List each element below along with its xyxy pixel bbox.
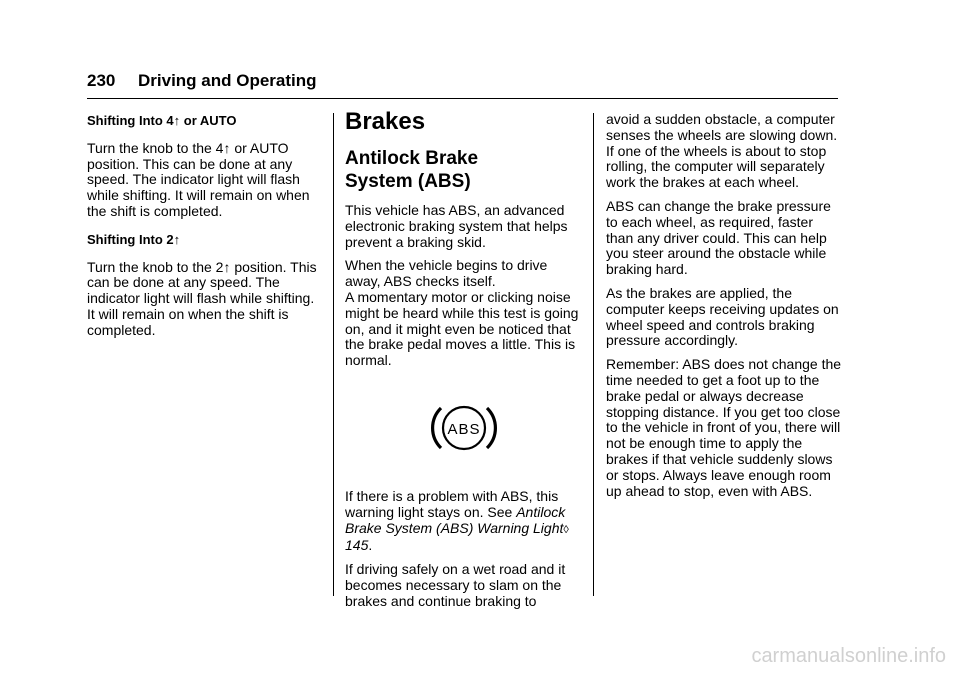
abs-heading: Antilock Brake System (ABS): [345, 148, 479, 192]
abs-warning-icon: [345, 383, 583, 473]
page-header: [87, 71, 838, 101]
remember-paragraph: Remember: ABS does not change the time needed to get a foot up to the brake pedal or always decrease stopping distance. If you get too close to the vehicle in front of you, there will not be enough time to apply the brakes if that vehicle suddenly slows or stops. Always leave enough room up ahead to stop, even with ABS.: [606, 356, 842, 499]
shift-symbol-icon: ↑: [223, 139, 231, 156]
brake-pressure-paragraph: ABS can change the brake pressure to each wheel, as required, faster than any driver could. This can help you steer around the obstacle while braking hard.: [606, 197, 831, 278]
wheel-speed-paragraph: As the brakes are applied, the computer keeps receiving updates on wheel speed and controls braking pressure accordingly.: [606, 284, 839, 349]
middle-column: [345, 109, 583, 618]
header-divider: [87, 98, 838, 99]
left-column: [87, 113, 325, 351]
wet-road-paragraph: If driving safely on a wet road and it becomes necessary to slam on the brakes and continue braking to: [345, 561, 566, 609]
watermark: carmanualsonline.info: [751, 645, 946, 667]
right-column: [606, 112, 844, 507]
abs-selfcheck-paragraph: When the vehicle begins to drive away, ABS checks itself. A momentary motor or clicking noise might be heard while this test is going on, and it might even be noticed that the brake pedal moves a little. This is normal.: [345, 257, 579, 369]
abs-intro-paragraph: This vehicle has ABS, an advanced electronic braking system that helps prevent a braking skid.: [345, 202, 568, 250]
section-title: Driving and Operating: [138, 71, 317, 90]
page-reference[interactable]: 145: [345, 537, 369, 554]
shift-symbol-icon: ↑: [173, 231, 181, 247]
page-number: 230: [87, 71, 116, 90]
abs-icon-label: ABS: [447, 420, 481, 438]
shift2-paragraph: Turn the knob to the 2↑ position. This can be done at any speed. The indicator light will flash while shifting. It will remain on when the shift is completed.: [87, 258, 317, 338]
column-divider: [593, 113, 594, 596]
shift4-paragraph: Turn the knob to the 4↑ or AUTO position. This can be done at any speed. The indicator light will flash while shifting. It will remain on when the shift is completed.: [87, 139, 310, 219]
shift-symbol-icon: ↑: [223, 258, 231, 275]
column-divider: [333, 113, 334, 596]
brakes-title: Brakes: [345, 108, 426, 135]
abs-warning-paragraph: If there is a problem with ABS, this warning light stays on. See Antilock Brake System (ABS) Warning Light◊ 145.: [345, 487, 569, 554]
shift4-heading: Shifting Into 4↑ or AUTO: [87, 113, 237, 128]
abs-warning-light-link[interactable]: Antilock Brake System (ABS) Warning Light: [345, 503, 566, 536]
page-reference-icon: ◊: [563, 523, 569, 536]
shift-symbol-icon: ↑: [173, 113, 181, 128]
shift2-heading: Shifting Into 2↑: [87, 231, 181, 247]
obstacle-paragraph: avoid a sudden obstacle, a computer senses the wheels are slowing down. If one of the wheels is about to stop rolling, the computer will separately work the brakes at each wheel.: [606, 111, 838, 191]
